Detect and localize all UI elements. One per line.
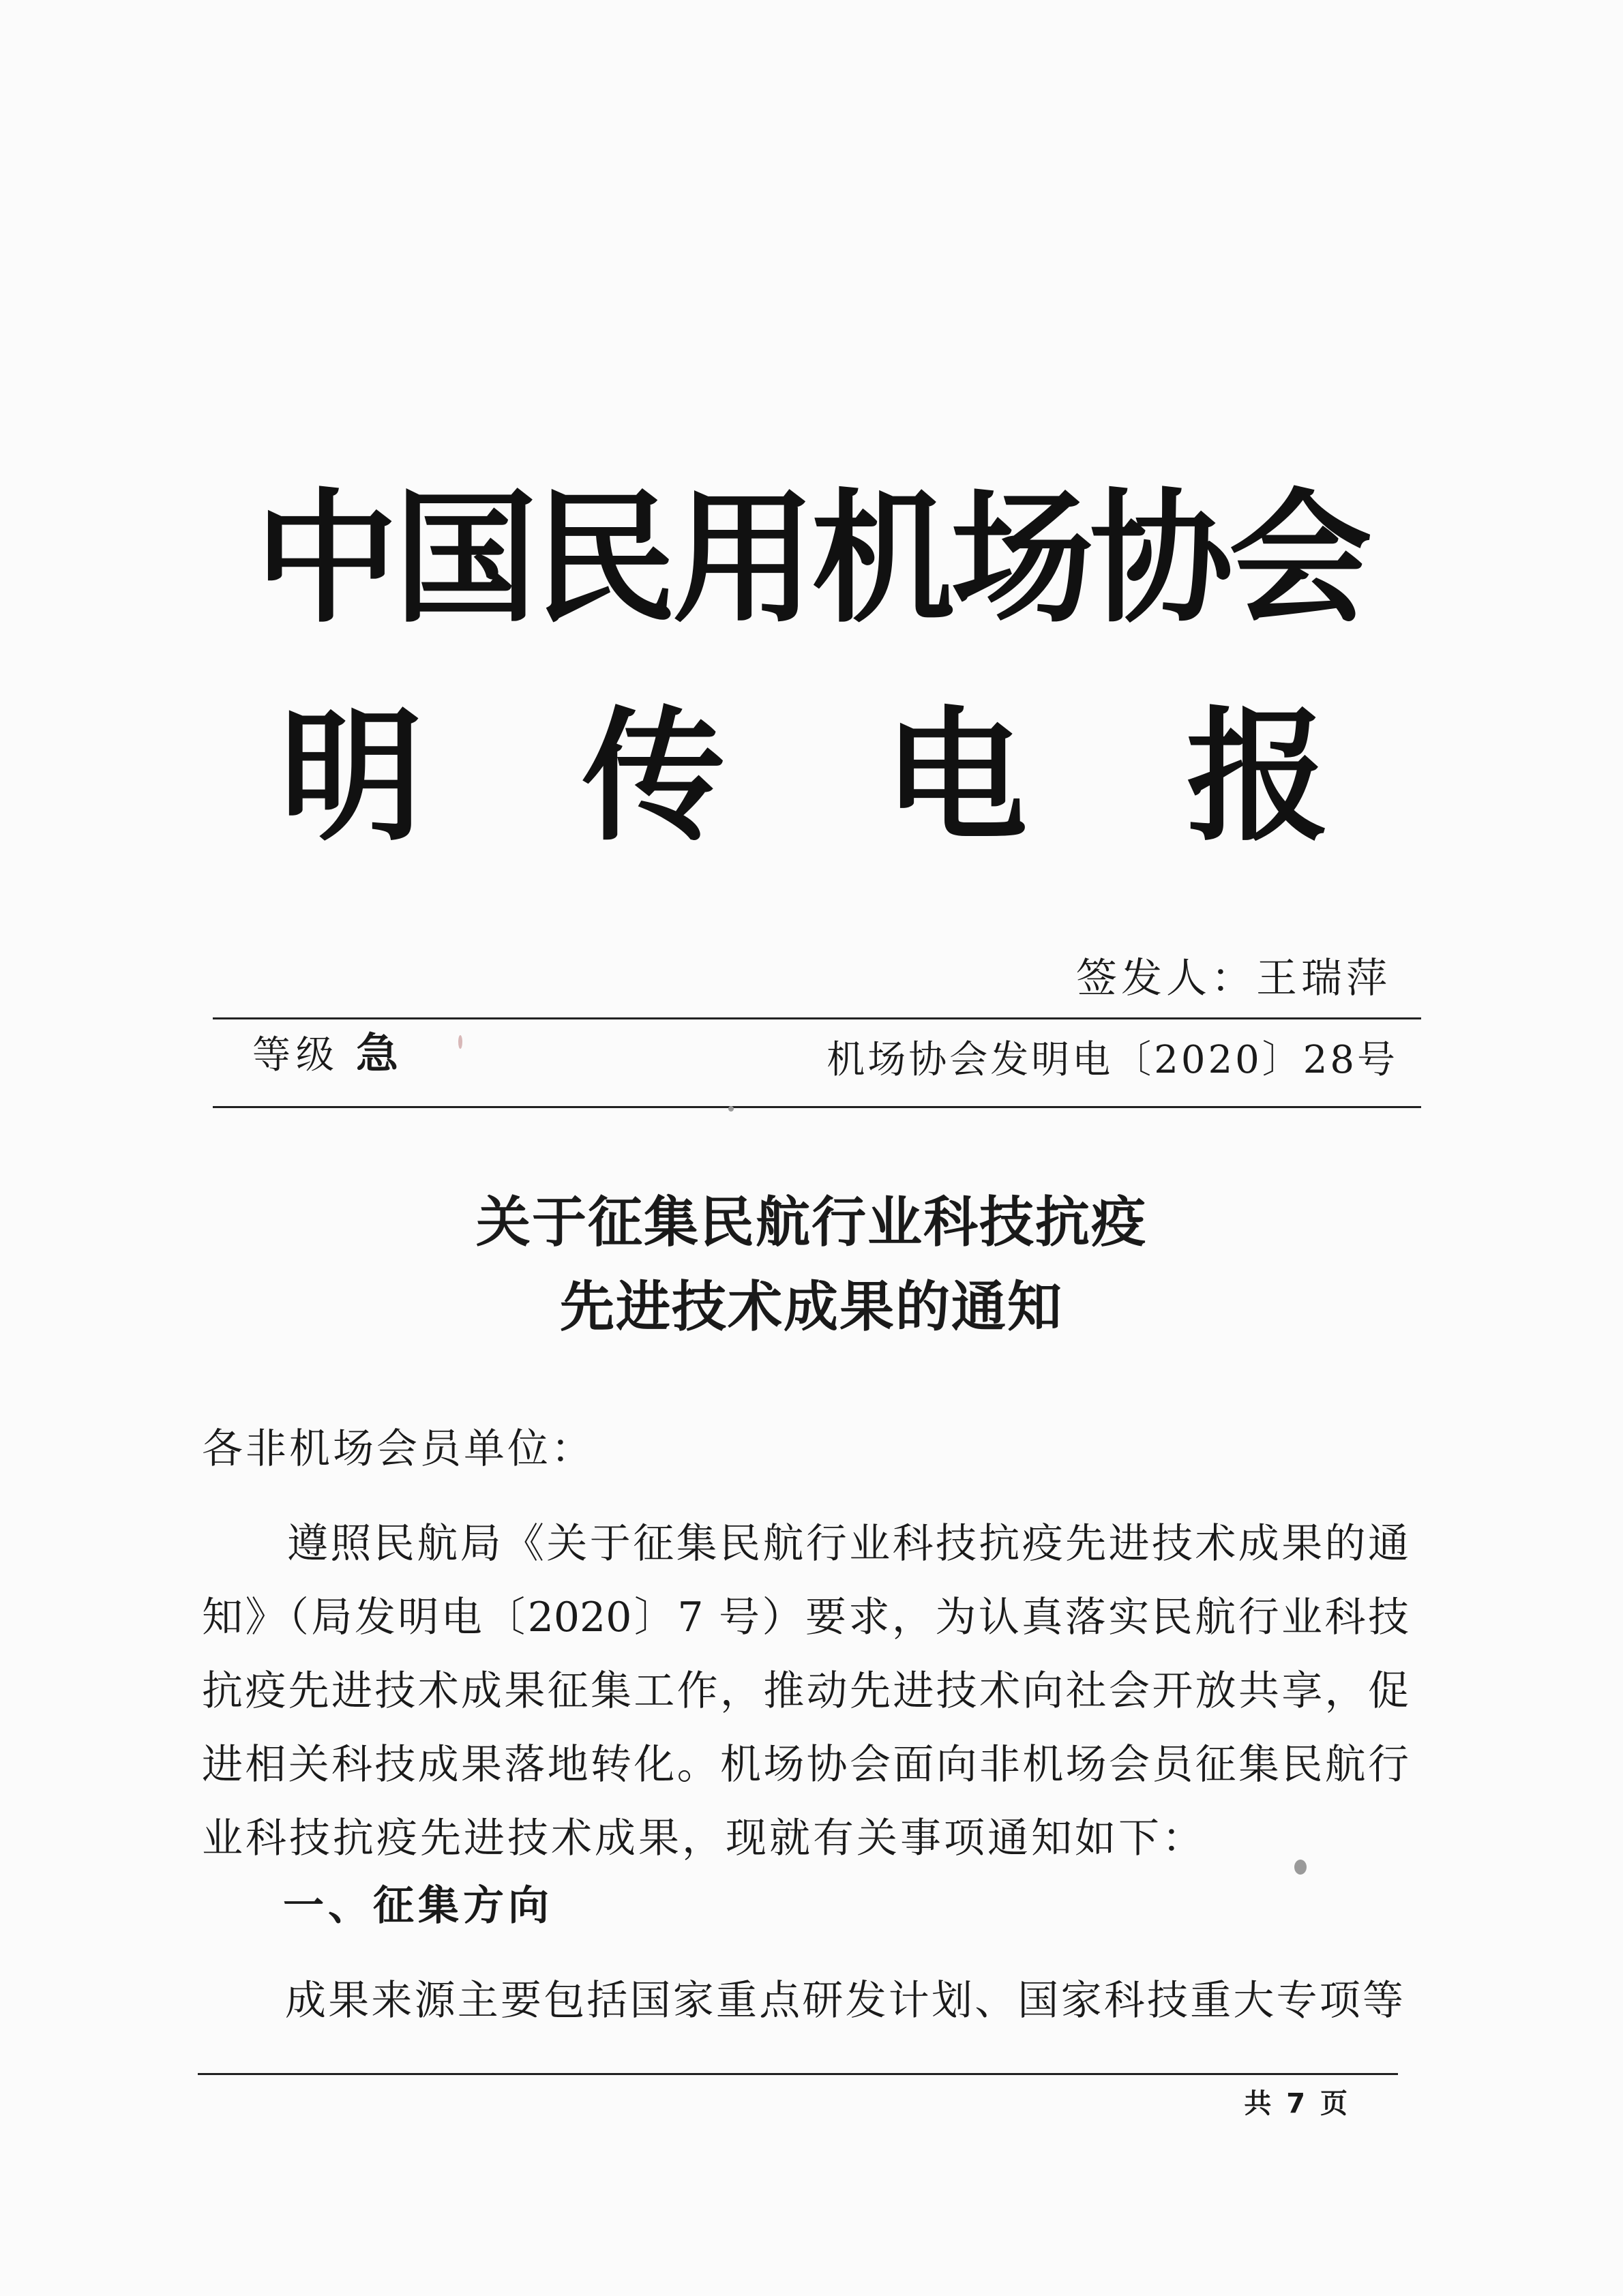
scan-speck [1294, 1860, 1307, 1875]
notice-title-line: 先进技术成果的通知 [560, 1274, 1063, 1339]
scan-speck [458, 1035, 462, 1049]
paragraph-line: 遵照民航局《关于征集民航行业科技抗疫先进技术成果的通 [287, 1520, 1409, 1568]
paragraph-line: 进相关科技成果落地转化。机场协会面向非机场会员征集民航行 [202, 1741, 1409, 1789]
paragraph-line: 抗疫先进技术成果征集工作，推动先进技术向社会开放共享，促 [202, 1667, 1409, 1715]
document-number: 机场协会发明电〔2020〕28号 [827, 1038, 1398, 1082]
grade-value: 急 [356, 1028, 404, 1078]
footer-divider [198, 2073, 1398, 2075]
document-type-title: 明 传 电 报 [280, 694, 1384, 861]
notice-title [0, 1180, 1623, 1349]
header-divider-top [213, 1017, 1421, 1019]
issuer-line: 签发人：王瑞萍 [1076, 955, 1391, 1002]
section-heading: 一、征集方向 [283, 1882, 553, 1930]
salutation: 各非机场会员单位： [202, 1425, 595, 1473]
section-body-line: 成果来源主要包括国家重点研发计划、国家科技重大专项等 [285, 1977, 1403, 2025]
header-divider-bottom [213, 1106, 1421, 1108]
organization-title: 中国民用机场协会 [254, 475, 1368, 642]
grade-label: 等级 [252, 1033, 340, 1077]
body-paragraph [202, 1507, 1409, 1875]
paragraph-line: 业科技抗疫先进技术成果，现就有关事项通知如下： [202, 1815, 1206, 1862]
urgency-grade [252, 1026, 404, 1083]
scan-speck [728, 1106, 734, 1112]
page-count: 共 7 页 [1244, 2088, 1350, 2119]
notice-title-line: 关于征集民航行业科技抗疫 [476, 1190, 1147, 1254]
paragraph-line: 知》（局发明电〔2020〕7 号）要求，为认真落实民航行业科技 [202, 1594, 1409, 1641]
